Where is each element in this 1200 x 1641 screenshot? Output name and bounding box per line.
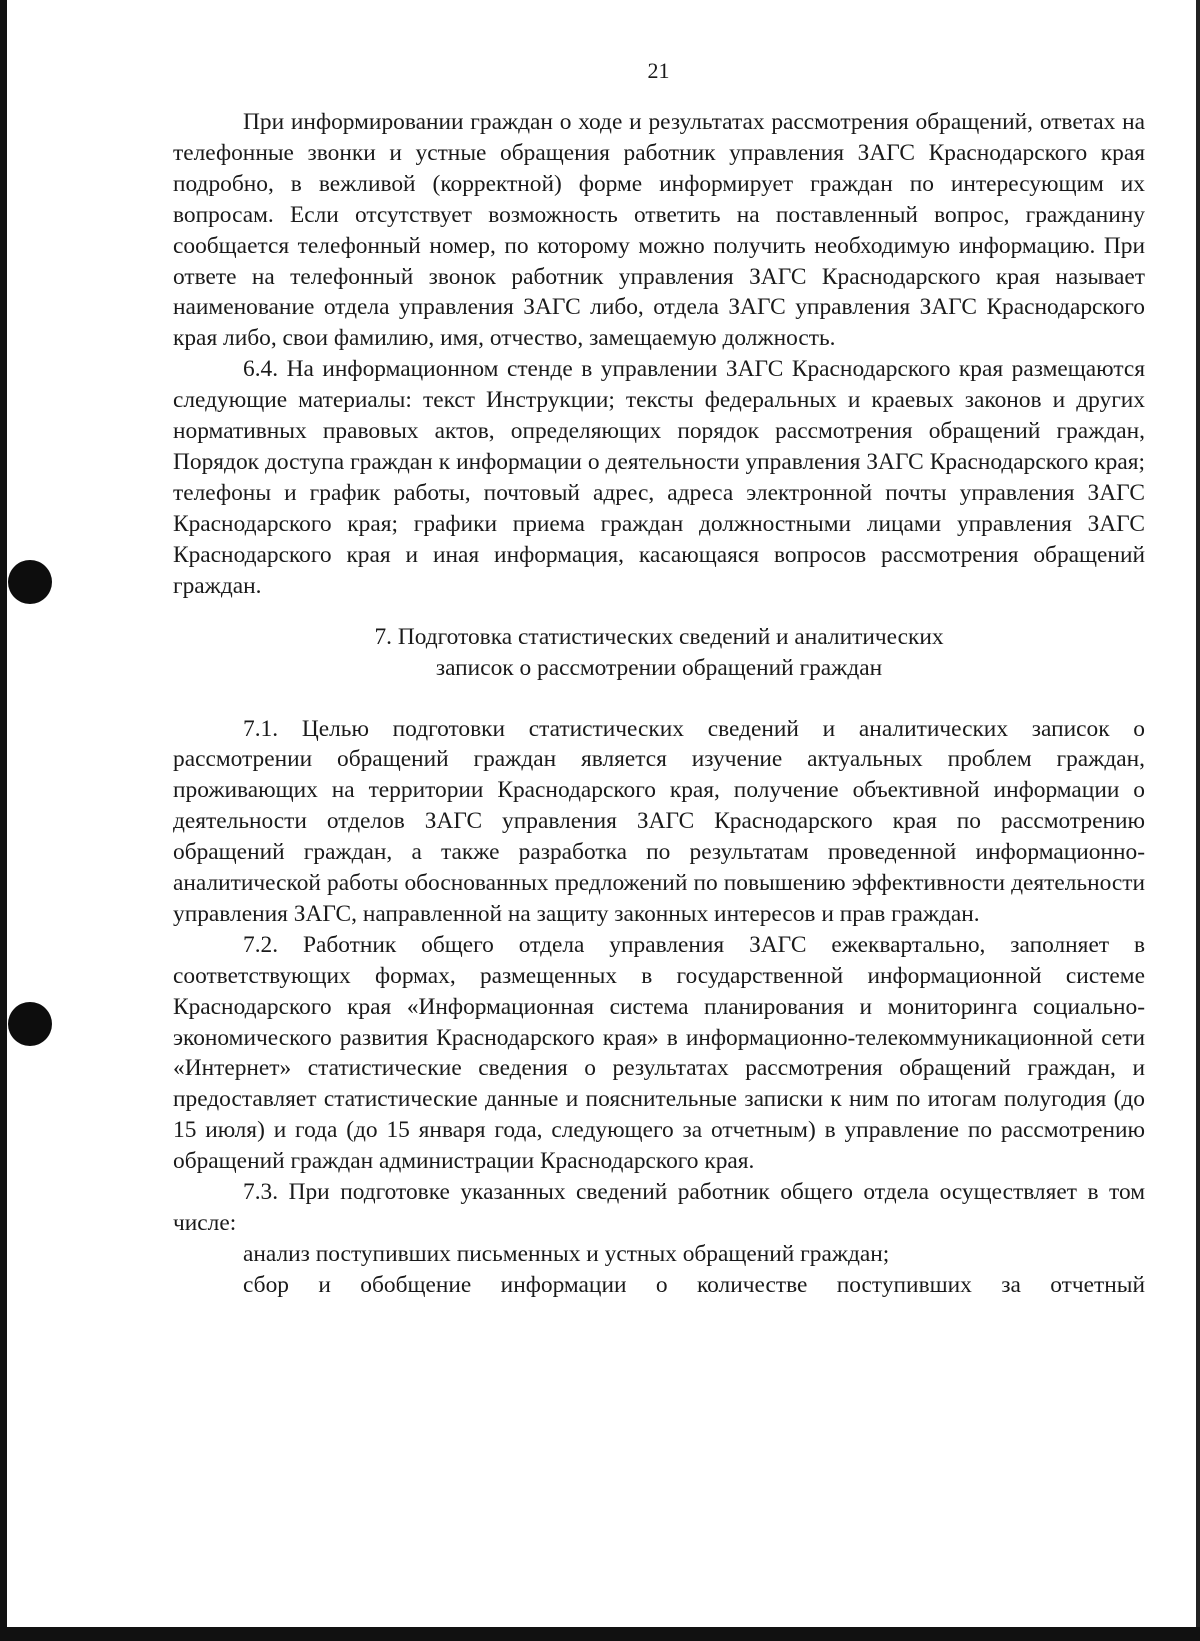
list-item-analysis: анализ поступивших письменных и устных обращений граждан;: [243, 1240, 890, 1267]
punch-hole-top: [8, 560, 52, 604]
list-item-collection: сбор и обобщение информации о количестве поступивших за отчетный: [243, 1271, 1145, 1298]
scan-edge-left: [0, 0, 7, 1641]
scan-edge-right: [1196, 0, 1200, 1641]
page-number: 21: [647, 58, 670, 83]
paragraph-7-1: 7.1. Целью подготовки статистических сведений и аналитических записок о рассмотрении обращений граждан является изучение актуальных проблем граждан, проживающих на территории Краснодарского края, получение объективной информации о деятельности отделов ЗАГС управления ЗАГС Краснодарского края по рассмотрению обращений граждан, а также разработка по результатам проведенной информационно-аналитической работы обоснованных предложений по повышению эффективности деятельности управления ЗАГС, направленной на защиту законных интересов и прав граждан.: [173, 715, 1145, 927]
paragraph-informing: При информировании граждан о ходе и результатах рассмотрения обращений, ответах на телефонные звонки и устные обращения работник управления ЗАГС Краснодарского края подробно, в вежливой (корректной) форме информирует граждан по интересующим их вопросам. Если отсутствует возможность ответить на поставленный вопрос, гражданину сообщается телефонный номер, по которому можно получить необходимую информацию. При ответе на телефонный звонок работник управления ЗАГС Краснодарского края называет наименование отдела управления ЗАГС либо, отдела ЗАГС управления ЗАГС Краснодарского края либо, свои фамилию, имя, отчество, замещаемую должность.: [173, 109, 1145, 352]
paragraph-6-4: 6.4. На информационном стенде в управлении ЗАГС Краснодарского края размещаются следующие материалы: текст Инструкции; тексты федеральных и краевых законов и других нормативных правовых актов, определяющих порядок рассмотрения обращений граждан, Порядок доступа граждан к информации о деятельности управления ЗАГС Краснодарского края; телефоны и график работы, почтовый адрес, адреса электронной почты управления ЗАГС Краснодарского края; графики приема граждан должностными лицами управления ЗАГС Краснодарского края и иная информация, касающаяся вопросов рассмотрения обращений граждан.: [173, 356, 1145, 599]
scan-edge-bottom: [0, 1627, 1200, 1641]
paragraph-7-2: 7.2. Работник общего отдела управления ЗАГС ежеквартально, заполняет в соответствующих формах, размещенных в государственной информационной системе Краснодарского края «Информационная система планирования и мониторинга социально-экономического развития Краснодарского края» в информационно-телекоммуникационной сети «Интернет» статистические сведения о результатах рассмотрения обращений граждан, и предоставляет статистические данные и пояснительные записки к ним по итогам полугодия (до 15 июля) и года (до 15 января года, следующего за отчетным) в управление по рассмотрению обращений граждан администрации Краснодарского края.: [173, 931, 1145, 1175]
section-7-heading-line1: 7. Подготовка статистических сведений и аналитических: [374, 623, 944, 650]
punch-hole-bottom: [8, 1002, 52, 1046]
paragraph-7-3: 7.3. При подготовке указанных сведений работник общего отдела осуществляет в том числе:: [173, 1179, 1145, 1236]
document-body: [173, 107, 1145, 1301]
section-7-heading: [173, 622, 1145, 684]
section-7-heading-line2: записок о рассмотрении обращений граждан: [435, 654, 883, 681]
